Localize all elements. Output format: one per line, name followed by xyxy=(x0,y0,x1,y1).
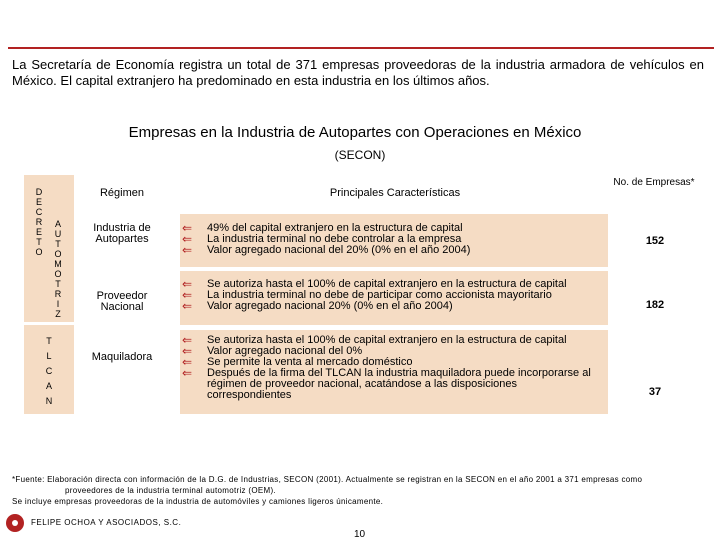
arrow-icon: ⇐ xyxy=(182,344,193,358)
arrow-icon: ⇐ xyxy=(182,243,193,257)
row-bullets: ⇐ 49% del capital extranjero en la estructura de capital ⇐ La industria terminal no debe controlar a la empresa ⇐ Valor agregado nacional del 20% (0% en el año 2004) xyxy=(182,221,471,257)
row-regimen: Maquiladora xyxy=(91,351,153,363)
top-rule xyxy=(8,47,714,49)
company-name: FELIPE OCHOA Y ASOCIADOS, S.C. xyxy=(31,518,182,527)
arrow-icon: ⇐ xyxy=(182,299,193,313)
logo-icon xyxy=(6,514,24,532)
row-regimen: Industria de Autopartes xyxy=(93,222,151,245)
intro-paragraph: La Secretaría de Economía registra un total de 371 empresas proveedoras de la industria armadora de vehículos en México. El capital extranjero ha predominado en esta industria en los últimos años. xyxy=(12,57,704,88)
label-decreto: D E C R E T O xyxy=(35,187,43,257)
row-count: 37 xyxy=(648,386,662,398)
header-caracteristicas: Principales Características xyxy=(329,187,461,199)
row-bullets: ⇐ Se autoriza hasta el 100% de capital extranjero en la estructura de capital ⇐ Valor agregado nacional del 0% ⇐ Se permite la venta al mercado doméstico ⇐ Después de la firma del TLCAN la industria maquiladora puede incorporarse al régimen de proveedor nacional, acatándose a las disposiciones correspondientes xyxy=(182,333,591,401)
label-tlcan: T L C A N xyxy=(45,336,53,406)
header-no-empresas: No. de Empresas* xyxy=(613,177,695,188)
label-automotriz: A U T O M O T R I Z xyxy=(54,219,62,319)
arrow-icon: ⇐ xyxy=(182,288,193,302)
arrow-icon: ⇐ xyxy=(182,366,193,380)
decreto-panel xyxy=(24,175,74,322)
arrow-icon: ⇐ xyxy=(182,221,193,235)
page-number: 10 xyxy=(354,529,366,540)
table-title: Empresas en la Industria de Autopartes con Operaciones en México xyxy=(128,124,582,141)
header-regimen: Régimen xyxy=(99,187,145,199)
table-subtitle: (SECON) xyxy=(334,148,386,162)
arrow-icon: ⇐ xyxy=(182,333,193,347)
row-bullets: ⇐ Se autoriza hasta el 100% de capital extranjero en la estructura de capital ⇐ La industria terminal no debe de participar como accionista mayoritario ⇐ Valor agregado nacional 20% (0% en el año 2004) xyxy=(182,277,567,313)
row-count: 152 xyxy=(645,235,665,247)
arrow-icon: ⇐ xyxy=(182,232,193,246)
footnote: *Fuente: Elaboración directa con información de la D.G. de Industrias, SECON (2001). Actualmente se registran en la SECON en el año 2001 a 371 empresas como proveedores de la industria terminal automotriz (OEM). Se incluye empresas proveedoras de la industria de automóviles y camiones ligeros únicamente. xyxy=(12,475,643,506)
row-count: 182 xyxy=(645,299,665,311)
arrow-icon: ⇐ xyxy=(182,355,193,369)
arrow-icon: ⇐ xyxy=(182,277,193,291)
row-regimen: Proveedor Nacional xyxy=(96,290,148,313)
